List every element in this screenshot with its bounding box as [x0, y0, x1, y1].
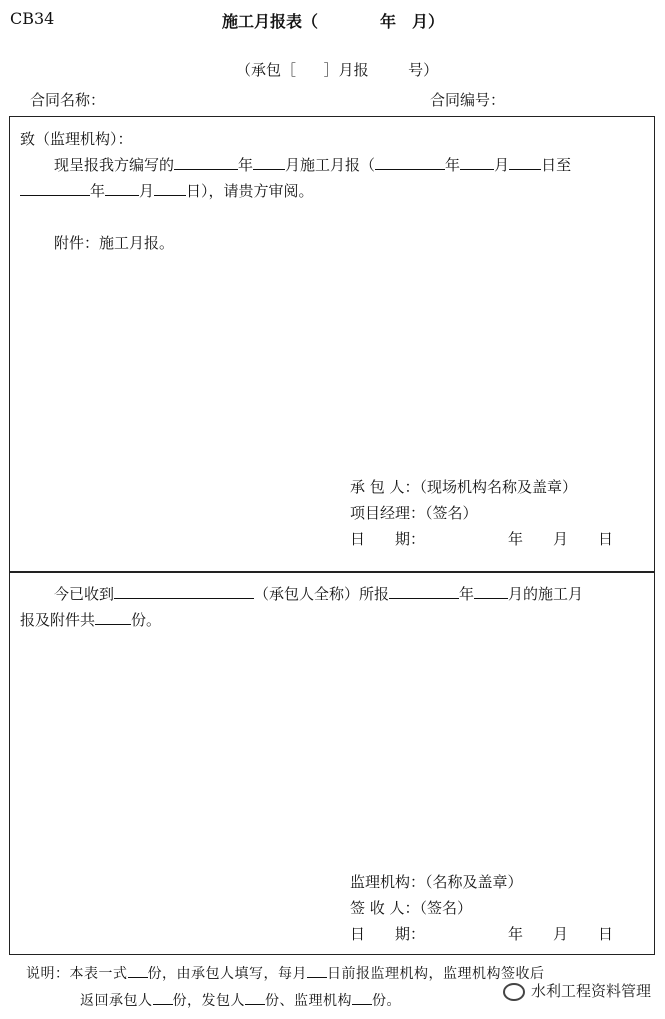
blank-due-day[interactable]: [307, 963, 327, 978]
receipt-date-ymd: 年 月 日: [508, 925, 614, 943]
blank-end-month[interactable]: [105, 181, 139, 196]
contract-number-label: 合同编号：: [430, 91, 506, 109]
blank-owner-copies[interactable]: [245, 990, 265, 1005]
watermark: [503, 980, 651, 1001]
submission-line-1: 现呈报我方编写的 年 月施工月报（ 年 月 日至: [54, 156, 572, 174]
contract-name-label: 合同名称：: [30, 91, 106, 109]
receipt-date-label: 日 期：: [350, 925, 426, 943]
sub-left: （承包［: [236, 61, 297, 79]
blank-end-day[interactable]: [154, 181, 186, 196]
blank-report-month[interactable]: [474, 584, 508, 599]
attachment-line: 附件：施工月报。: [54, 234, 175, 252]
sub-mid: ］月报: [323, 61, 369, 79]
blank-end-year[interactable]: [20, 181, 90, 196]
supervisor-signature: 监理机构：（名称及盖章）: [350, 873, 523, 891]
form-title: 施工月报表（: [222, 12, 319, 31]
date-ymd: 年 月 日: [508, 530, 614, 548]
report-number-line: [236, 59, 438, 80]
form-code: CB34: [10, 9, 55, 28]
note-line-1: 说明：本表一式 份，由承包人填写，每月 日前报监理机构，监理机构签收后: [26, 963, 545, 983]
receiver-signature: 签 收 人：（签名）: [350, 899, 473, 917]
blank-start-day[interactable]: [509, 155, 541, 170]
addressee: 致（监理机构）：: [20, 130, 133, 148]
blank-start-month[interactable]: [460, 155, 494, 170]
blank-form-copies[interactable]: [128, 963, 148, 978]
date-label: 日 期：: [350, 530, 426, 548]
blank-report-year[interactable]: [389, 584, 459, 599]
receipt-section: [9, 571, 655, 955]
sub-right: 号）: [408, 61, 439, 79]
blank-supervisor-copies[interactable]: [352, 990, 372, 1005]
submission-line-2: 年 月 日），请贵方审阅。: [20, 181, 314, 201]
blank-contractor-copies[interactable]: [153, 990, 173, 1005]
watermark-text: 水利工程资料管理: [530, 982, 651, 1000]
blank-start-year[interactable]: [375, 155, 445, 170]
blank-copies[interactable]: [95, 610, 131, 625]
wechat-icon: [503, 983, 525, 1001]
receipt-line-2: 报及附件共 份。: [20, 611, 162, 629]
submission-section: [9, 116, 655, 573]
contractor-signature: 承 包 人：（现场机构名称及盖章）: [350, 478, 578, 496]
manager-signature: 项目经理：（签名）: [350, 504, 478, 522]
note-line-2: 返回承包人 份，发包人 份、监理机构 份。: [80, 990, 401, 1010]
blank-contractor-name[interactable]: [114, 584, 254, 599]
blank-month[interactable]: [253, 155, 285, 170]
form-title-period: 年 月）: [380, 12, 445, 31]
receipt-line-1: 今已收到 （承包人全称）所报 年 月的施工月: [54, 585, 584, 603]
blank-year[interactable]: [174, 155, 238, 170]
